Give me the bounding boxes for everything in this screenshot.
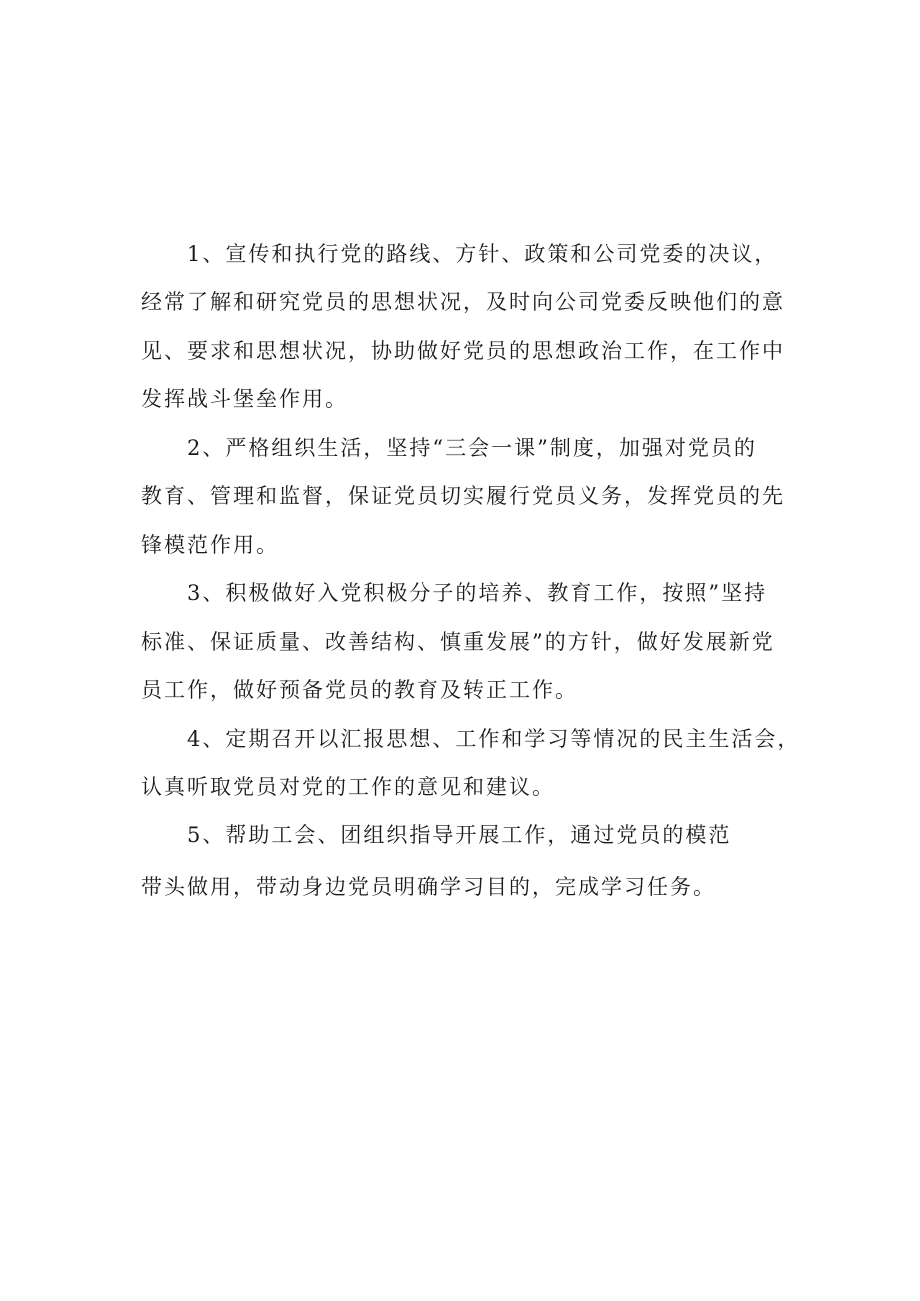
paragraph-3-line-1: 3、积极做好入党积极分子的培养、教育工作，按照”坚持 [187, 581, 768, 605]
paragraph-1-line-1: 1、宣传和执行党的路线、方针、政策和公司党委的决议， [187, 242, 778, 266]
paragraph-3-line-3: 员工作，做好预备党员的教育及转正工作。 [141, 678, 578, 702]
paragraph-5-line-2: 带头做用，带动身边党员明确学习目的，完成学习任务。 [141, 875, 716, 899]
paragraph-2-line-3: 锋模范作用。 [141, 533, 279, 557]
paragraph-4-line-2: 认真听取党员对党的工作的意见和建议。 [141, 775, 555, 799]
paragraph-1-line-4: 发挥战斗堡垒作用。 [141, 387, 348, 411]
paragraph-5-line-1: 5、帮助工会、团组织指导开展工作，通过党员的模范 [187, 823, 732, 847]
paragraph-2-line-2: 教育、管理和监督，保证党员切实履行党员义务，发挥党员的先 [141, 484, 785, 508]
paragraph-3-line-2: 标准、保证质量、改善结构、慎重发展”的方针，做好发展新党 [141, 630, 775, 654]
paragraph-1-line-2: 经常了解和研究党员的思想状况，及时向公司党委反映他们的意 [141, 290, 785, 314]
paragraph-2-line-1: 2、严格组织生活，坚持“三会一课”制度，加强对党员的 [187, 436, 757, 460]
paragraph-4-line-1: 4、定期召开以汇报思想、工作和学习等情况的民主生活会， [187, 727, 801, 751]
paragraph-1-line-3: 见、要求和思想状况，协助做好党员的思想政治工作，在工作中 [141, 339, 785, 363]
